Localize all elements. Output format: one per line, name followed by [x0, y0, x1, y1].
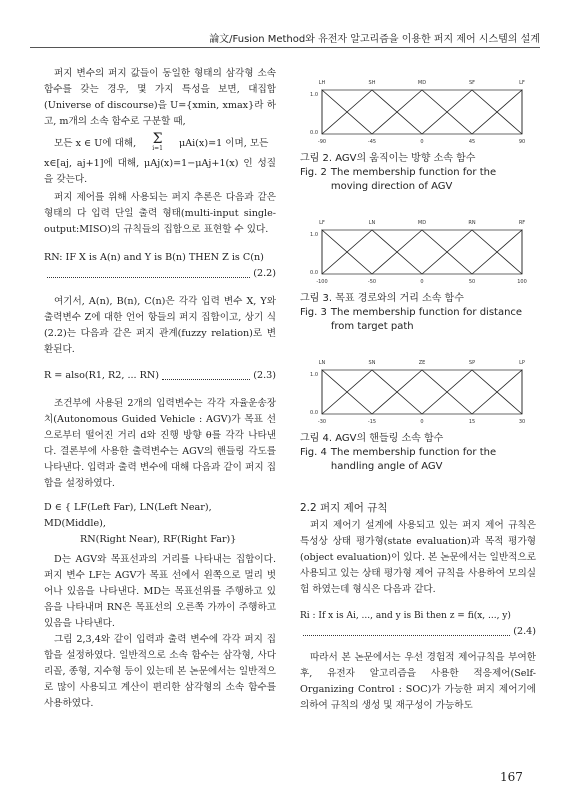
- figure-2-plot: [300, 70, 536, 150]
- figure-2-caption-ko: 그림 2. AGV의 움직이는 방향 소속 함수: [300, 153, 476, 164]
- set-label: LF: [519, 80, 525, 86]
- rule-rn: RN: IF X is A(n) and Y is B(n) THEN Z is C(n): [44, 252, 264, 263]
- y-tick-bottom: 0.0: [310, 410, 318, 416]
- x-tick-label: 50: [468, 279, 476, 285]
- set-label: LF: [319, 220, 325, 226]
- right-column-text: [300, 500, 536, 714]
- x-tick-label: 15: [468, 419, 476, 425]
- sum-sign: Σ: [152, 131, 163, 147]
- set-label: ZE: [418, 360, 426, 366]
- set-label: LH: [318, 80, 326, 86]
- figure-3-caption-en: [300, 306, 536, 334]
- para-fuzzy-relation: 여기서, A(n), B(n), C(n)은 각각 입력 변수 X, Y와 출력변수 Z에 대한 언어 항들의 퍼지 집합이고, 상기 식 (2.2)는 다음과 같은 퍼지 관계(fuzzy relation)로 변환된다.: [44, 296, 276, 355]
- membership-triangle: [422, 370, 522, 414]
- figure-3-plot: [300, 210, 536, 290]
- figure-2-caption-text: The membership function for the moving direction of AGV: [330, 167, 497, 192]
- set-label: LN: [318, 360, 326, 366]
- set-label: SN: [368, 360, 376, 366]
- figure-2-caption: [300, 152, 536, 194]
- membership-triangle: [372, 230, 472, 274]
- membership-triangle: [422, 90, 522, 134]
- para-distance-set: D는 AGV와 목표선과의 거리를 나타내는 집합이다. 퍼지 변수 LF는 AGV가 목표 선에서 왼쪽으로 멀리 벗어나 있음을 나타낸다. MD는 목표선위를 주행하고 있음을 나타내며 RN은 목표선의 오른쪽 가까이 주행하고 있음을 나타낸다.: [44, 554, 276, 629]
- equation-sum-line: [44, 131, 276, 154]
- set-d-line-2: RN(Right Near), RF(Right Far)}: [80, 534, 237, 545]
- para-input-variables: 조건부에 사용된 2개의 입력변수는 각각 자율운송장치(Autonomous Guided Vehicle : AGV)가 목표 선으로부터 떨어진 거리 d와 진행 방향 θ를 각각 나타낸다. 결론부에 사용한 출력변수는 AGV의 핸들링 각도를 나타낸다. 입력과 출력 변수에 대해 다음과 같이 퍼지 집합을 설정하였다.: [44, 398, 276, 489]
- eq-2-4-leader: [303, 624, 510, 636]
- set-label: RF: [518, 220, 526, 226]
- x-tick-label: -15: [367, 419, 377, 425]
- figure-4-caption-ko: 그림 4. AGV의 핸들링 소속 함수: [300, 433, 444, 444]
- set-label: RN: [468, 220, 476, 226]
- eq-2-2-number: (2.2): [253, 268, 276, 279]
- figure-3-caption: [300, 292, 536, 334]
- membership-triangle: [422, 230, 522, 274]
- y-tick-top: 1.0: [310, 92, 318, 98]
- x-tick-label: 45: [468, 139, 476, 145]
- left-column: [44, 66, 276, 712]
- sum-line-prefix: 모든 x ∈ U에 대해,: [54, 138, 137, 149]
- para-membership-shape: 그림 2,3,4와 같이 입력과 출력 변수에 각각 퍼지 집합을 설정하였다. 일반적으로 소속 함수는 삼각형, 사다리꼴, 종형, 지수형 등이 있는데 본 논문에서는 일반적으로 많이 사용되고 계산이 편리한 삼각형의 소속 함수를 사용하였다.: [44, 634, 276, 709]
- x-tick-label: -100: [316, 279, 328, 285]
- para-soc: 따라서 본 논문에서는 우선 경험적 제어규칙을 부여한 후, 유전자 알고리즘을 사용한 적응제어(Self-Organizing Control : SOC)가 가능한 퍼지 제어기에 의하여 규칙의 생성 및 재구성이 가능하도: [300, 652, 536, 711]
- para-membership-properties: 퍼지 변수의 퍼지 값들이 동일한 형태의 삼각형 소속함수를 갖는 경우, 몇 가지 특성을 보면, 대집합(Universe of discourse)을 U={xmin, xmax}라 하고, m개의 소속 함수로 구분할 때,: [44, 68, 276, 127]
- x-tick-label: -30: [317, 419, 327, 425]
- x-tick-label: 0: [420, 419, 424, 425]
- y-tick-top: 1.0: [310, 372, 318, 378]
- header-rule: [30, 47, 540, 48]
- membership-triangle: [322, 230, 422, 274]
- eq-2-2-leader: [47, 266, 250, 278]
- y-tick-bottom: 0.0: [310, 270, 318, 276]
- figure-3-caption-text: The membership function for distance from target path: [330, 307, 523, 332]
- figure-3-caption-ko: 그림 3. 목표 경로와의 거리 소속 함수: [300, 293, 464, 304]
- figure-4: [300, 350, 536, 434]
- eq-r-also: R = also(R1, R2, ... RN): [44, 370, 160, 381]
- x-tick-label: -45: [367, 139, 377, 145]
- membership-triangle: [372, 370, 472, 414]
- eq-2-3-line: [44, 368, 276, 384]
- figure-4-caption: [300, 432, 536, 474]
- x-tick-label: 30: [518, 419, 526, 425]
- x-tick-label: -90: [317, 139, 327, 145]
- x-tick-label: 0: [420, 139, 424, 145]
- set-d-line-1: D ∈ { LF(Left Far), LN(Left Near), MD(Middle),: [44, 502, 212, 529]
- plot-frame: [322, 370, 522, 414]
- rule-ri: Ri : If x is Ai, ..., and y is Bi then z = fi(x, ..., y): [300, 611, 511, 621]
- figure-4-caption-en: [300, 446, 536, 474]
- set-label: LN: [368, 220, 376, 226]
- figure-2: [300, 70, 536, 154]
- figure-3-label: Fig. 3: [300, 307, 327, 318]
- set-label: LP: [519, 360, 525, 366]
- set-label: SP: [468, 360, 476, 366]
- plot-frame: [322, 90, 522, 134]
- x-tick-label: 100: [517, 279, 527, 285]
- y-tick-bottom: 0.0: [310, 130, 318, 136]
- x-tick-label: 0: [420, 279, 424, 285]
- y-tick-top: 1.0: [310, 232, 318, 238]
- eq-2-4-number: (2.4): [513, 626, 536, 637]
- membership-triangle: [322, 90, 422, 134]
- para-fuzzy-rules: 퍼지 제어기 설계에 사용되고 있는 퍼지 제어 규칙은 특성상 상태 평가형(state evaluation)과 목적 평가형(object evaluation)이 있다. 본 논문에서는 일반적으로 사용되고 있는 상태 평가형 제어 규칙을 사용하여 모의실험 하였는데 형식은 다음과 같다.: [300, 520, 536, 595]
- figure-4-plot: [300, 350, 536, 430]
- set-label: SF: [468, 80, 476, 86]
- x-tick-label: 90: [518, 139, 526, 145]
- membership-triangle: [322, 370, 422, 414]
- section-heading-2-2: 2.2 퍼지 제어 규칙: [300, 502, 388, 514]
- set-label: MD: [417, 80, 427, 86]
- figure-2-label: Fig. 2: [300, 167, 327, 178]
- eq-2-3-number: (2.3): [253, 370, 276, 381]
- x-tick-label: -50: [367, 279, 377, 285]
- membership-triangle: [372, 90, 472, 134]
- sum-operator: [142, 131, 163, 154]
- para-complement-property: x∈[aj, aj+1]에 대해, μAj(x)=1−μAj+1(x) 인 성질을 갖는다.: [44, 158, 276, 185]
- eq-2-3-leader: [162, 368, 250, 380]
- page-number: 167: [500, 770, 523, 784]
- sum-formula: μAi(x)=1 이며, 모든: [178, 138, 269, 149]
- set-label: MD: [417, 220, 427, 226]
- figure-2-caption-en: [300, 166, 536, 194]
- figure-3: [300, 210, 536, 294]
- para-fuzzy-inference: 퍼지 제어를 위해 사용되는 퍼지 추론은 다음과 같은 형태의 다 입력 단일 출력 형태(multi-input single- output:MISO)의 규칙들의 집합으로 표현할 수 있다.: [44, 192, 276, 235]
- running-header: 論文/Fusion Method와 유전자 알고리즘을 이용한 퍼지 제어 시스템의 설계: [209, 34, 540, 45]
- figure-4-label: Fig. 4: [300, 447, 327, 458]
- plot-frame: [322, 230, 522, 274]
- figure-4-caption-text: The membership function for the handling angle of AGV: [330, 447, 497, 472]
- eq-2-4-line: [300, 624, 536, 640]
- eq-2-2-line: [44, 266, 276, 282]
- sum-index: i=1: [152, 145, 163, 152]
- set-label: SH: [368, 80, 376, 86]
